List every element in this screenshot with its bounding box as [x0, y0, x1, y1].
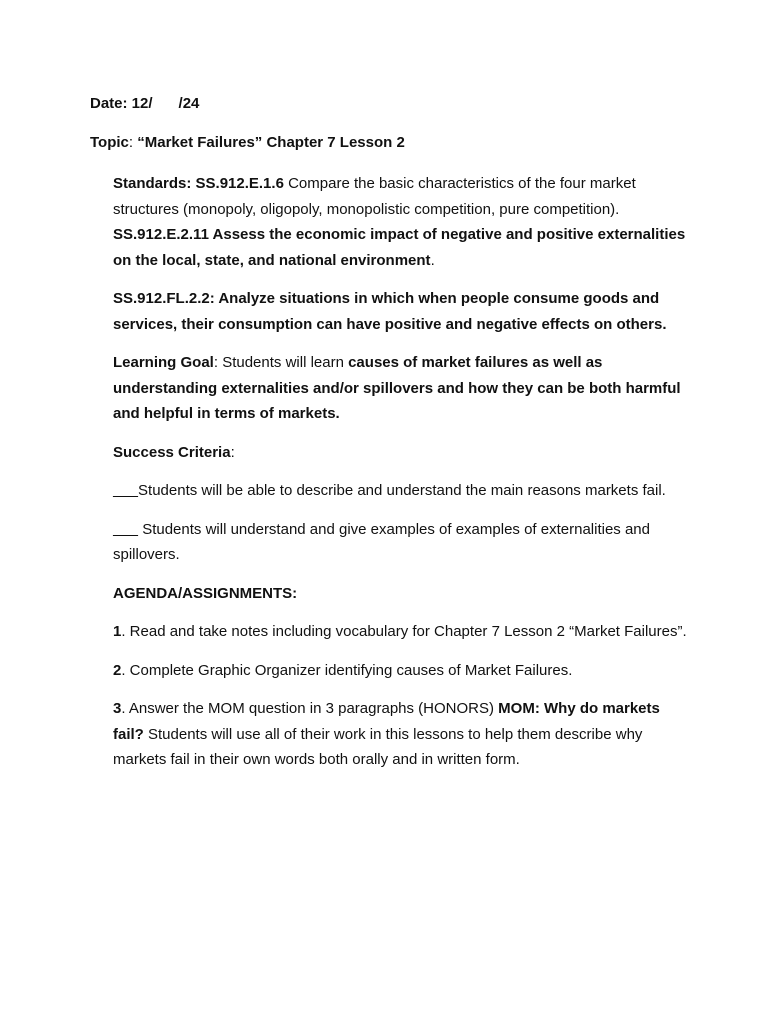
criteria-item	[113, 517, 693, 568]
date-label: Date: 12/	[90, 95, 153, 112]
criteria-text: Students will be able to describe and understand the main reasons markets fail.	[138, 482, 666, 499]
success-criteria-colon: :	[230, 443, 235, 461]
learning-goal-paragraph	[113, 350, 693, 427]
topic-colon: :	[128, 134, 138, 151]
date-suffix: /24	[178, 95, 200, 112]
learning-goal-label: Learning Goal	[113, 354, 214, 371]
criteria-text: Students will understand and give examples of examples of externalities and spillovers.	[113, 520, 650, 563]
standards-end: .	[430, 251, 435, 269]
checkbox-blank: ___	[113, 482, 139, 499]
agenda-item-rest: Students will use all of their work in this lessons to help them describe why markets fail in their own words both orally and in written form.	[113, 725, 643, 768]
standards-label: Standards: SS.912.E.1.6	[113, 175, 284, 192]
standard-2: SS.912.E.2.11 Assess the economic impact of negative and positive externalities on the local, state, and national environment	[113, 226, 686, 269]
topic-label: Topic	[90, 134, 129, 151]
agenda-item	[113, 658, 693, 684]
agenda-item-text: . Complete Graphic Organizer identifying causes of Market Failures.	[121, 661, 573, 679]
mom-question: MOM: Why do markets fail?	[113, 700, 660, 743]
agenda-heading-text: AGENDA/ASSIGNMENTS:	[113, 584, 298, 602]
lesson-body	[113, 171, 693, 786]
standards-text: Compare the basic characteristics of the four market structures (monopoly, oligopoly, monopolistic competition, pure competition).	[113, 175, 636, 218]
agenda-item-text: . Read and take notes including vocabulary for Chapter 7 Lesson 2 “Market Failures”.	[121, 623, 687, 640]
learning-goal-text: : Students will learn	[213, 354, 349, 371]
agenda-heading	[113, 581, 693, 607]
agenda-item-number: 1	[113, 623, 122, 640]
agenda-item-number: 3	[113, 700, 122, 717]
agenda-item-text: . Answer the MOM question in 3 paragraphs (HONORS)	[121, 700, 499, 717]
criteria-item	[113, 478, 693, 504]
agenda-item-number: 2	[113, 661, 122, 679]
learning-goal-bold: causes of market failures as well as understanding externalities and/or spillovers and how they can be both harmful and helpful in terms of markets.	[113, 354, 681, 422]
standards-paragraph	[113, 171, 693, 273]
standard-3-paragraph	[113, 286, 693, 337]
agenda-item	[113, 696, 693, 773]
checkbox-blank: ___	[113, 520, 139, 538]
topic-line	[90, 133, 708, 153]
success-criteria-label: Success Criteria	[113, 443, 231, 461]
topic-title: “Market Failures” Chapter 7 Lesson 2	[137, 134, 405, 151]
agenda-item	[113, 619, 693, 645]
date-line	[90, 94, 708, 114]
standard-3: SS.912.FL.2.2: Analyze situations in which when people consume goods and services, their consumption can have positive and negative effects on others.	[113, 290, 667, 333]
success-criteria-heading	[113, 440, 693, 466]
